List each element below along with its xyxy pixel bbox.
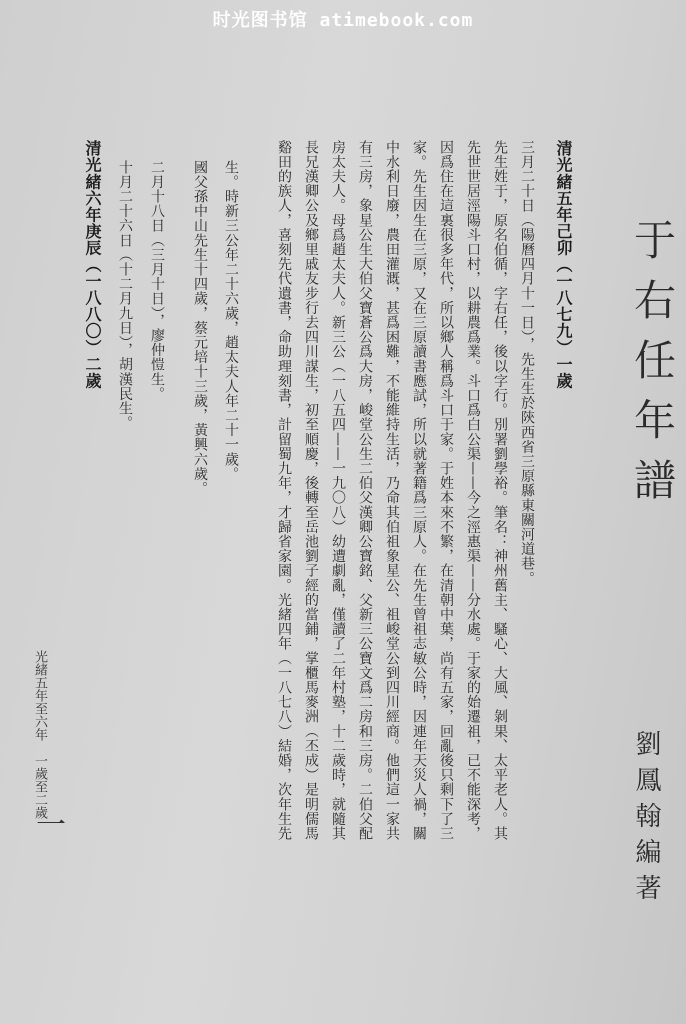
text-column: 家。先生因生在三原，又在三原讀書應試，所以就著籍爲三原人。在先生曾祖志敏公時，因連年天災人禍，關 (411, 140, 427, 841)
year-heading-1879: 清光緒五年己卯（一八七九）一歲 (554, 140, 573, 389)
text-column: 先世世居涇陽斗口村，以耕農爲業。斗口爲白公渠——今之涇惠渠——分水處。于家的始遷祖，已不能深考， (465, 140, 481, 841)
text-column: 長兄漢卿公及鄉里戚友步行去四川謀生，初至順慶，後轉至岳池劉子經的當鋪，掌櫃馬麥洲（丕成）是明儒馬 (303, 140, 319, 841)
margin-note: 光緒五年至六年 一歲至二歲 (32, 650, 47, 819)
text-column: 谿田的族人，喜刻先代遺書，命助理刻書，計留蜀九年，才歸省家園。光緒四年（一八七八）結婚，次年生先 (276, 140, 292, 841)
page-number: 一 (36, 808, 66, 843)
text-column: 因爲住在這裏很多年代，所以鄉人稱爲斗口于家。于姓本來不繁，在清朝中葉，尚有五家，回亂後只剩下了三 (438, 140, 454, 841)
text-column: 房太夫人。母爲趙太夫人。新三公（一八五四——一九〇八）幼遭劇亂，僅讀了二年村塾，十二歲時，就隨其 (330, 140, 346, 841)
year-heading-1880: 清光緒六年庚辰（一八八〇）二歲 (83, 140, 102, 389)
text-column: 國父孫中山先生十四歲，蔡元培十三歲，黃興六歲。 (192, 160, 208, 496)
text-column: 中水利日廢，農田灌溉，甚爲困難，不能維持生活，乃命其伯祖象星公、祖峻堂公到四川經商。他們這一家共 (384, 140, 400, 841)
text-column: 先生姓于，原名伯循，字右任，後以字行。別署劉學裕。筆名：神州舊主、騷心、大風、剝果、太平老人。其 (492, 140, 508, 841)
text-column: 十月二十六日（十二月九日），胡漢民生。 (117, 160, 133, 431)
text-column: 二月十八日（三月十日），廖仲愷生。 (149, 160, 165, 402)
text-column: 有三房，象星公生大伯父寶蒼公爲大房，峻堂公生二伯父漢卿公寶銘、父新三公寶文爲二房和三房。二伯父配 (357, 140, 373, 841)
text-column: 生。時新三公年二十六歲，趙太夫人年二十一歲。 (223, 160, 239, 482)
watermark: 时光图书馆 atimebook.com (212, 10, 474, 31)
book-title: 于右任年譜 (628, 218, 677, 518)
book-author: 劉鳳翰編著 (631, 730, 661, 910)
text-column: 三月二十日（陽曆四月十一日），先生生於陝西省三原縣東關河道巷。 (519, 140, 535, 586)
